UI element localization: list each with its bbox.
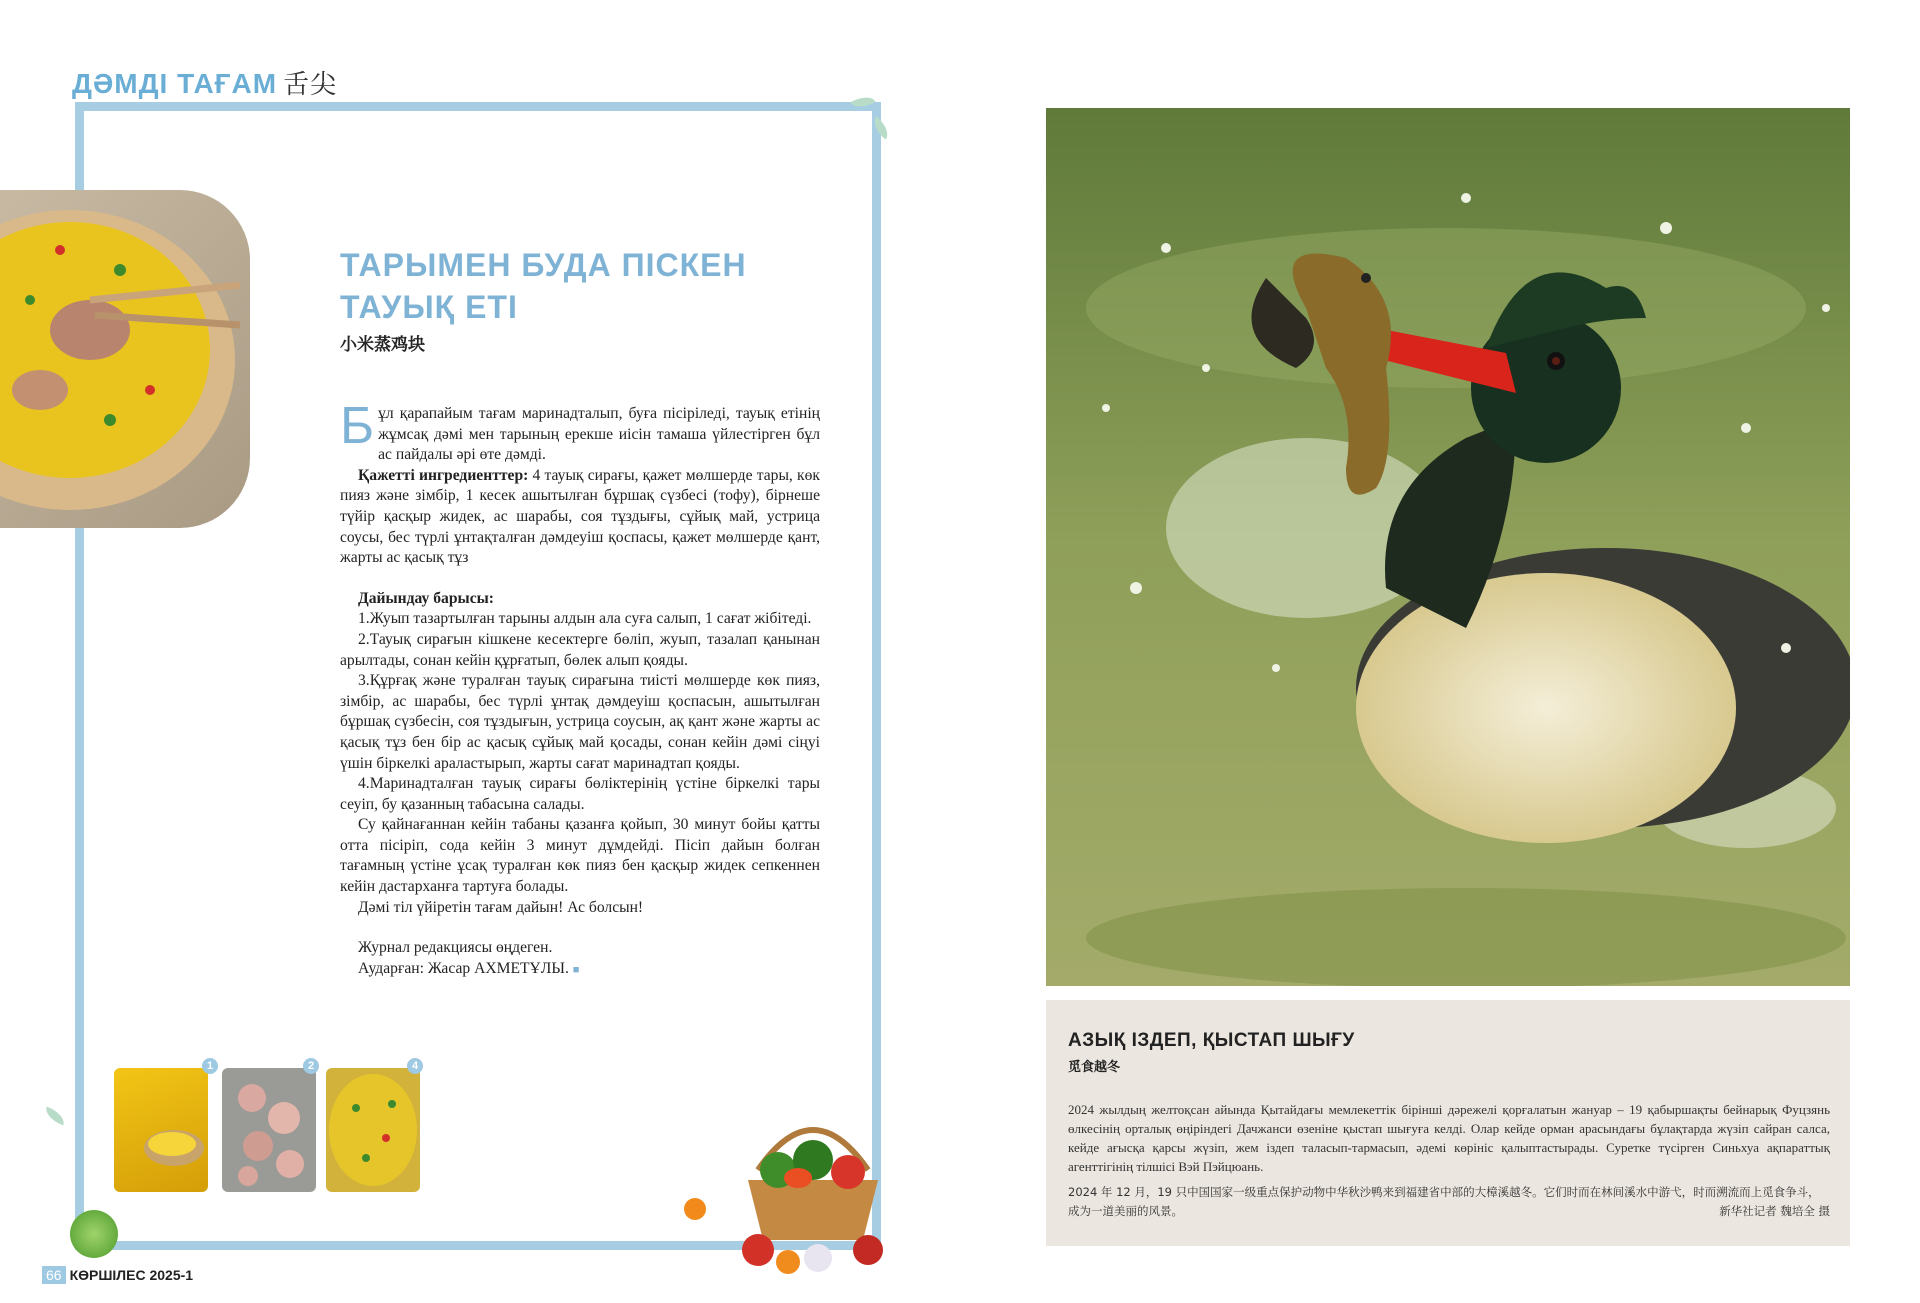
issue-number: 2025-1 bbox=[149, 1267, 194, 1283]
vegetable-basket-illustration bbox=[718, 1100, 908, 1278]
step-photo-millet bbox=[114, 1068, 208, 1192]
photo-story-text-cn: 2024 年 12 月，19 只中国国家一级重点保护动物中华秋沙鸭来到福建省中部的大樟溪越冬。它们时而在林间溪水中游弋，时而溯流而上觅食争斗，成为一道美丽的风景。 bbox=[1068, 1185, 1820, 1218]
basket-icon bbox=[718, 1100, 908, 1278]
method-label: Дайындау барысы: bbox=[358, 589, 494, 607]
step-number-badge: 2 bbox=[303, 1058, 319, 1074]
step-photo-chicken bbox=[222, 1068, 316, 1192]
ingredients-text: 4 тауық сирағы, қажет мөлшерде тары, көк пияз және зімбір, 1 кесек ашытылған бұршақ сүзбесі (тофу), бірнеше түйір қасқыр жидек, ас шарабы, соя тұздығы, сұйық май, устрица соусы, бес түрлі ұнтақталған дәмдеуіш қоспасы, қажет мөлшерде қант, жарты ас қасық тұз bbox=[340, 466, 820, 567]
merganser-photo bbox=[1046, 108, 1850, 986]
section-title bbox=[72, 64, 337, 101]
steamed-dish-image bbox=[326, 1068, 420, 1192]
section-title-cn: 舌尖 bbox=[283, 69, 338, 99]
method-step: 3.Құрғақ және туралған тауық сирағына тиісті мөлшерде көк пияз, зімбір, ас шарабы, бес түрлі ұнтақ дәмдеуіш қоспасын, ашытылған бұршақ сүзбесін, соя тұздығын, устрица соусын, ақ қант және жарты ас қасық тұз бен бір ас қасық сұйық май қосады, сонан кейін дәмі сіңуі үшін біркелкі араластырып, жарты сағат маринадтап қояды. bbox=[340, 672, 820, 772]
page-footer bbox=[42, 1266, 193, 1284]
page-number: 66 bbox=[42, 1266, 66, 1284]
photo-story-text-kz: 2024 жылдың желтоқсан айында Қытайдағы мемлекеттік бірінші дәрежелі қорғалатын жануар – 19 қабыршақты бейнарық Фуцзянь өлкесінің орталық өңіріндегі Дачжанси өзеніне қыстап шығуға келді. Олар кейде орман арасындағы бұлақтарда жүзіп сайран салса, кейде ағысқа қарсы жүзіп, жем іздеп таласып-тармасып, әдемі көрініс қалыптастырады. Суретке түсірген Синьхуа ақпараттық агенттігінің тілшісі Вэй Пэйцюань. bbox=[1068, 1102, 1830, 1174]
method-step: Су қайнағаннан кейін табаны қазанға қойып, 30 минут бойы қатты отта пісіріп, сода кейін 3 минут дұмдейді. Пісіп дайын болған тағамның үстіне ұсақ туралған көк пияз бен қасқыр жидек сепкеннен кейін дастарханға тартуға болады. bbox=[340, 816, 820, 896]
photo-story-title-cn: 觅食越冬 bbox=[1068, 1059, 1121, 1074]
millet-spoon-image bbox=[114, 1068, 208, 1192]
photo-story-text-cn-block bbox=[1068, 1183, 1830, 1221]
ingredients-label: Қажетті ингредиенттер: bbox=[358, 466, 529, 484]
raw-chicken-image bbox=[222, 1068, 316, 1192]
photo-credit-cn: 新华社记者 魏培全 摄 bbox=[1719, 1204, 1830, 1218]
lettuce-icon bbox=[70, 1210, 118, 1258]
recipe-body bbox=[340, 397, 820, 980]
hero-food-photo bbox=[0, 190, 250, 528]
photo-story-title: АЗЫҚ ІЗДЕП, ҚЫСТАП ШЫҒУ bbox=[1068, 1030, 1355, 1051]
recipe-intro: ұл қарапайым тағам маринадталып, буға пісіріледі, тауық етінің жұмсақ дәмі мен тарының ерекше иісін тамаша үйлестірген бұл ас пайдалы әрі өте дәмді. bbox=[378, 405, 820, 464]
duck-catching-fish-image bbox=[1046, 108, 1850, 986]
method-step: 4.Маринадталған тауық сирағы бөліктерінің үстіне біркелкі тары сеуіп, бу қазанның табасына салады. bbox=[340, 775, 820, 813]
leaf-icon bbox=[43, 1107, 68, 1126]
step-number-badge: 4 bbox=[407, 1058, 423, 1074]
recipe-title: ТАРЫМЕН БУДА ПІСКЕН ТАУЫҚ ЕТІ bbox=[340, 247, 747, 325]
recipe-title-cn: 小米蒸鸡块 bbox=[340, 335, 425, 354]
drop-cap: Б bbox=[340, 397, 375, 455]
step-photo-steamed bbox=[326, 1068, 420, 1192]
end-mark: ■ bbox=[572, 963, 580, 976]
millet-chicken-dish-image bbox=[0, 190, 250, 528]
method-step: 2.Тауық сирағын кішкене кесектерге бөліп, жуып, тазалап қанынан арылтады, сонан кейін құрғатып, бөлек алып қояды. bbox=[340, 630, 820, 669]
photo-story-text bbox=[1068, 1100, 1830, 1176]
edited-by: Журнал редакциясы өңдеген. bbox=[358, 939, 553, 957]
method-step: 1.Жуып тазартылған тарыны алдын ала суға салып, 1 сағат жібітеді. bbox=[358, 610, 812, 628]
magazine-name: КӨРШІЛЕС bbox=[69, 1267, 146, 1283]
section-title-kz: ДӘМДІ ТАҒАМ bbox=[72, 68, 278, 99]
step-number-badge: 1 bbox=[202, 1058, 218, 1074]
method-step: Дәмі тіл үйіретін тағам дайын! Ас болсын! bbox=[358, 898, 644, 916]
translator-credit: Аударған: Жасар АХМЕТҰЛЫ. bbox=[358, 959, 569, 977]
orange-icon bbox=[684, 1198, 706, 1220]
